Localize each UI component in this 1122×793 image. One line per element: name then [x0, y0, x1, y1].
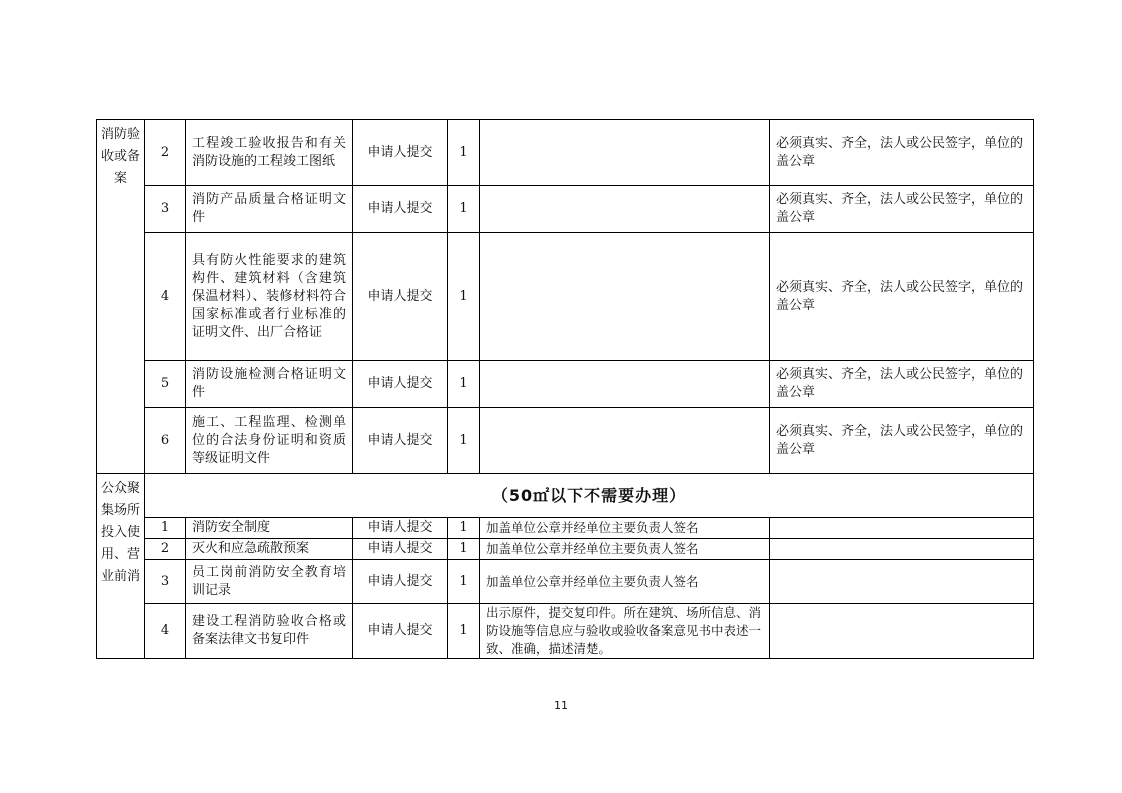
material-quantity: 1: [448, 361, 480, 408]
row-number: 3: [145, 560, 186, 604]
material-quantity: 1: [448, 186, 480, 233]
row-number: 3: [145, 186, 186, 233]
material-source: 申请人提交: [353, 361, 448, 408]
material-name: 灭火和应急疏散预案: [186, 539, 353, 560]
material-quantity: 1: [448, 120, 480, 186]
material-source: 申请人提交: [353, 604, 448, 659]
row-number: 2: [145, 120, 186, 186]
material-name: 建设工程消防验收合格或备案法律文书复印件: [186, 604, 353, 659]
exemption-banner: （50㎡以下不需要办理）: [145, 474, 1034, 518]
material-note: 必须真实、齐全，法人或公民签字，单位的盖公章: [770, 408, 1034, 474]
material-requirement: 出示原件，提交复印件。所在建筑、场所信息、消防设施等信息应与验收或验收备案意见书中表述一致、准确，描述清楚。: [480, 604, 770, 659]
row-number: 4: [145, 604, 186, 659]
material-name: 具有防火性能要求的建筑构件、建筑材料（含建筑保温材料）、装修材料符合国家标准或者行业标准的证明文件、出厂合格证: [186, 233, 353, 361]
material-requirement: [480, 120, 770, 186]
table-row: [97, 120, 1034, 186]
material-note: 必须真实、齐全，法人或公民签字，单位的盖公章: [770, 186, 1034, 233]
material-name: 员工岗前消防安全教育培训记录: [186, 560, 353, 604]
material-source: 申请人提交: [353, 560, 448, 604]
table-row: [97, 361, 1034, 408]
row-number: 5: [145, 361, 186, 408]
materials-table: [96, 119, 1034, 659]
row-number: 1: [145, 518, 186, 539]
material-name: 工程竣工验收报告和有关消防设施的工程竣工图纸: [186, 120, 353, 186]
material-requirement: 加盖单位公章并经单位主要负责人签名: [480, 539, 770, 560]
material-requirement: [480, 361, 770, 408]
row-number: 4: [145, 233, 186, 361]
category-cell: 消防验收或备案: [97, 120, 145, 474]
row-number: 2: [145, 539, 186, 560]
material-note: [770, 560, 1034, 604]
table-row: [97, 408, 1034, 474]
material-quantity: 1: [448, 604, 480, 659]
material-source: 申请人提交: [353, 408, 448, 474]
material-source: 申请人提交: [353, 518, 448, 539]
material-name: 施工、工程监理、检测单位的合法身份证明和资质等级证明文件: [186, 408, 353, 474]
material-source: 申请人提交: [353, 233, 448, 361]
row-number: 6: [145, 408, 186, 474]
material-source: 申请人提交: [353, 539, 448, 560]
table-row: [97, 518, 1034, 539]
material-quantity: 1: [448, 539, 480, 560]
material-quantity: 1: [448, 518, 480, 539]
table-row: [97, 233, 1034, 361]
banner-row: [97, 474, 1034, 518]
material-requirement: [480, 233, 770, 361]
material-note: [770, 539, 1034, 560]
material-note: [770, 518, 1034, 539]
material-source: 申请人提交: [353, 120, 448, 186]
material-name: 消防设施检测合格证明文件: [186, 361, 353, 408]
page-number: 11: [554, 699, 568, 712]
material-requirement: 加盖单位公章并经单位主要负责人签名: [480, 560, 770, 604]
material-source: 申请人提交: [353, 186, 448, 233]
material-note: 必须真实、齐全，法人或公民签字，单位的盖公章: [770, 233, 1034, 361]
material-quantity: 1: [448, 233, 480, 361]
material-quantity: 1: [448, 560, 480, 604]
material-requirement: [480, 186, 770, 233]
table-row: [97, 560, 1034, 604]
material-note: [770, 604, 1034, 659]
material-quantity: 1: [448, 408, 480, 474]
table-row: [97, 186, 1034, 233]
material-name: 消防产品质量合格证明文件: [186, 186, 353, 233]
material-note: 必须真实、齐全，法人或公民签字，单位的盖公章: [770, 120, 1034, 186]
table-row: [97, 604, 1034, 659]
material-requirement: [480, 408, 770, 474]
material-requirement: 加盖单位公章并经单位主要负责人签名: [480, 518, 770, 539]
material-name: 消防安全制度: [186, 518, 353, 539]
category-cell: 公众聚集场所投入使用、营业前消: [97, 474, 145, 659]
material-note: 必须真实、齐全，法人或公民签字，单位的盖公章: [770, 361, 1034, 408]
table-row: [97, 539, 1034, 560]
